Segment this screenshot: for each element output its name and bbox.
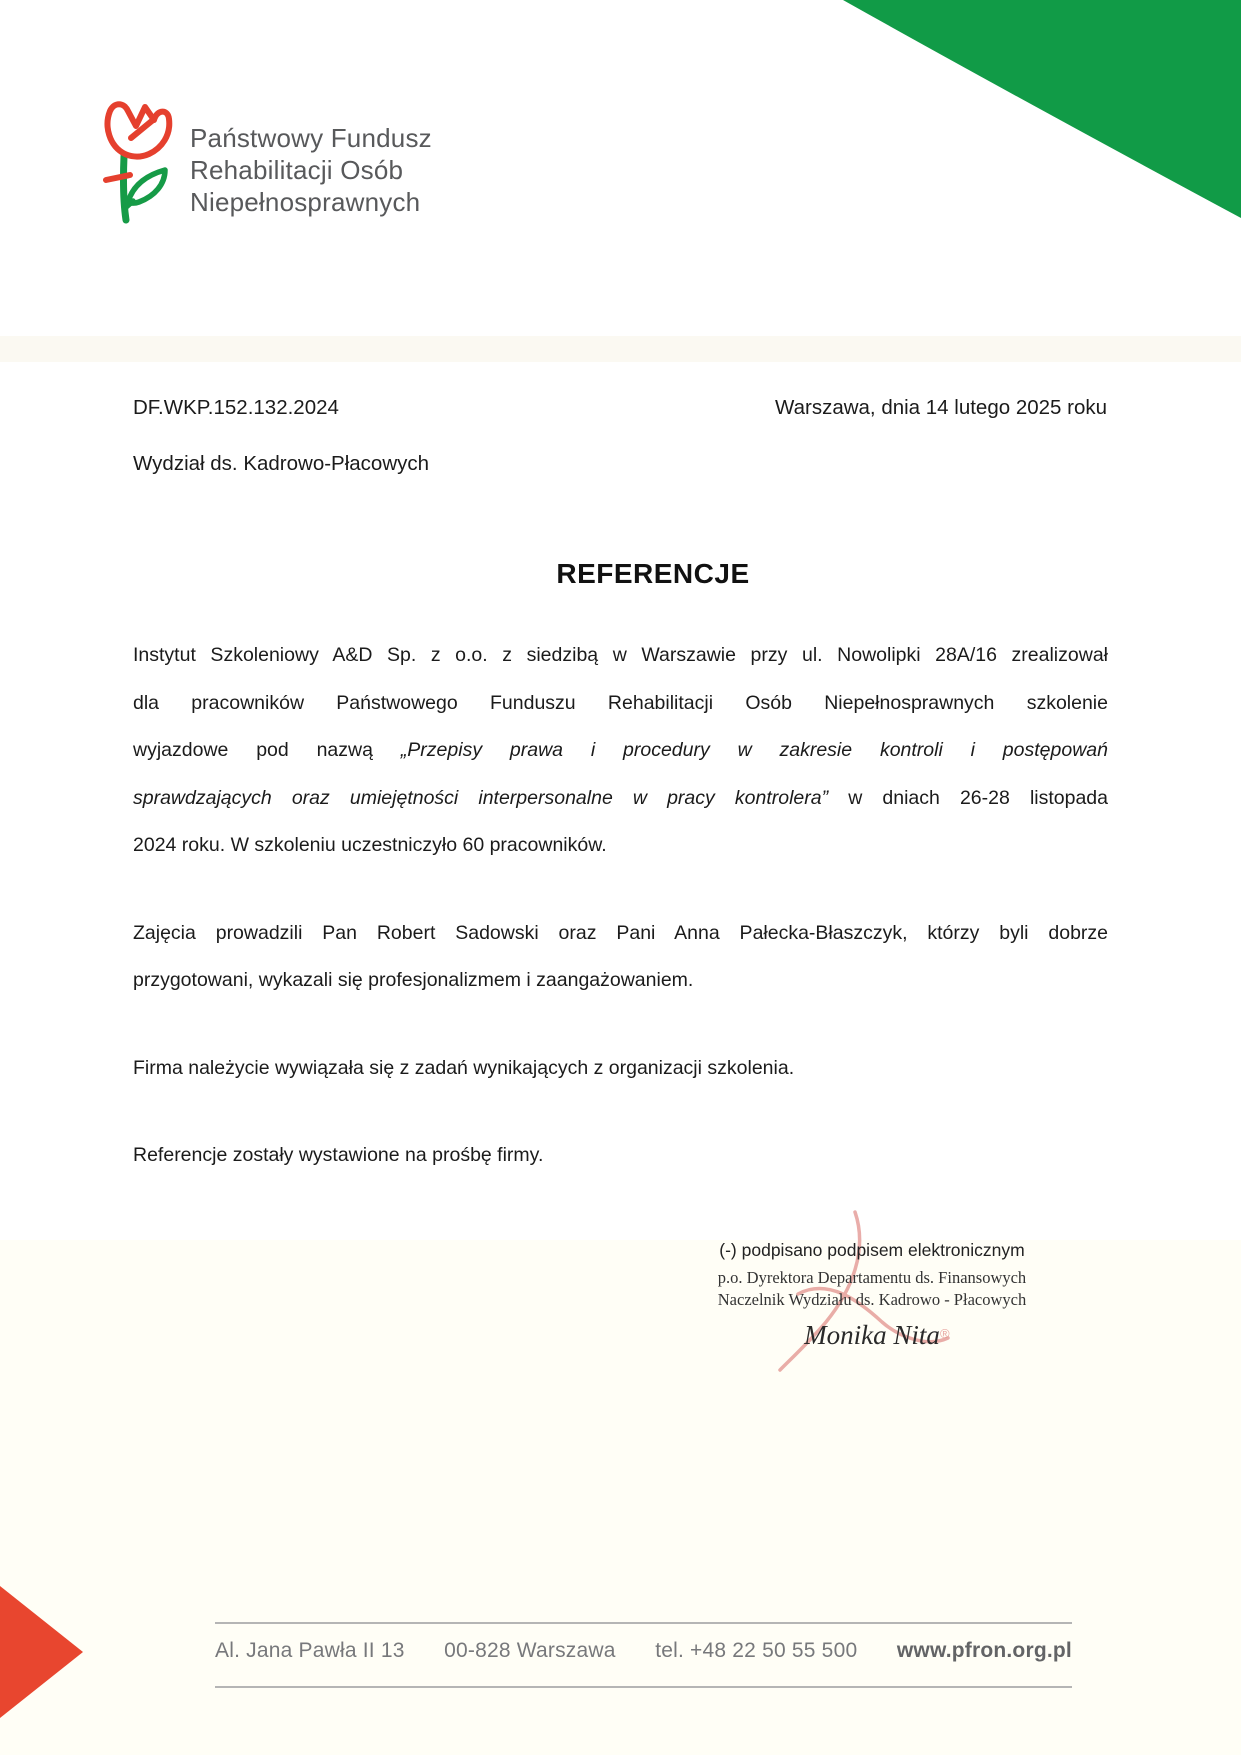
footer-postal-city: 00-828 Warszawa (444, 1639, 616, 1662)
paragraph (133, 910, 1108, 1005)
logo-line-3: Niepełnosprawnych (190, 187, 421, 217)
body-line: przygotowani, wykazali się profesjonalizmem i zaangażowaniem. (133, 969, 694, 991)
body-line: sprawdzających oraz umiejętności interpersonalne w pracy kontrolera” w dniach 26-28 listopada (133, 786, 1108, 809)
document-body (133, 632, 1108, 1180)
body-line: dla pracowników Państwowego Funduszu Rehabilitacji Osób Niepełnosprawnych szkolenie (133, 691, 1108, 714)
logo-line-2: Rehabilitacji Osób (190, 155, 404, 185)
body-line: wyjazdowe pod nazwą „Przepisy prawa i procedury w zakresie kontroli i postępowań (133, 739, 1108, 761)
body-line: Referencje zostały wystawione na prośbę firmy. (133, 1144, 544, 1166)
reference-number: DF.WKP.152.132.2024 (133, 396, 339, 419)
logo-line-1: Państwowy Fundusz (190, 123, 432, 153)
body-line: 2024 roku. W szkoleniu uczestniczyło 60 pracowników. (133, 834, 607, 856)
scan-tint-band (0, 336, 1241, 362)
signer-role-2: Naczelnik Wydziału ds. Kadrowo - Płacowych (717, 1289, 1027, 1309)
registered-mark: ® (940, 1326, 950, 1341)
pfron-logo-wordmark (190, 122, 432, 218)
footer-rule-bottom (215, 1686, 1072, 1688)
paragraph (133, 1045, 1108, 1093)
body-line: Firma należycie wywiązała się z zadań wynikających z organizacji szkolenia. (133, 1056, 795, 1079)
paragraph (133, 632, 1108, 870)
footer-address: Al. Jana Pawła II 13 (215, 1639, 405, 1662)
signature-block (667, 1240, 1077, 1351)
reference-line (133, 396, 1107, 420)
body-line: Instytut Szkoleniowy A&D Sp. z o.o. z siedzibą w Warszawie przy ul. Nowolipki 28A/16 zrealizował (133, 644, 1108, 666)
body-line: Zajęcia prowadzili Pan Robert Sadowski oraz Pani Anna Pałecka-Błaszczyk, którzy byli dobrze (133, 921, 1108, 944)
paragraph (133, 1132, 1108, 1180)
footer-website: www.pfron.org.pl (896, 1639, 1072, 1662)
signer-name: Monika Nita (804, 1320, 940, 1350)
footer-phone: tel. +48 22 50 55 500 (655, 1639, 858, 1662)
place-date: Warszawa, dnia 14 lutego 2025 roku (775, 396, 1107, 419)
red-corner-decoration (0, 1586, 90, 1718)
document-title: REFERENCJE (556, 558, 750, 589)
footer-rule-top (215, 1622, 1072, 1624)
signer-role-1: p.o. Dyrektora Departamentu ds. Finansowych (717, 1268, 1027, 1287)
green-corner-decoration (841, 0, 1241, 220)
pfron-tulip-icon (95, 90, 185, 230)
footer (215, 1639, 1072, 1663)
department-name: Wydział ds. Kadrowo-Płacowych (133, 452, 430, 475)
electronic-signature-note: (-) podpisano podpisem elektronicznym (719, 1240, 1025, 1260)
